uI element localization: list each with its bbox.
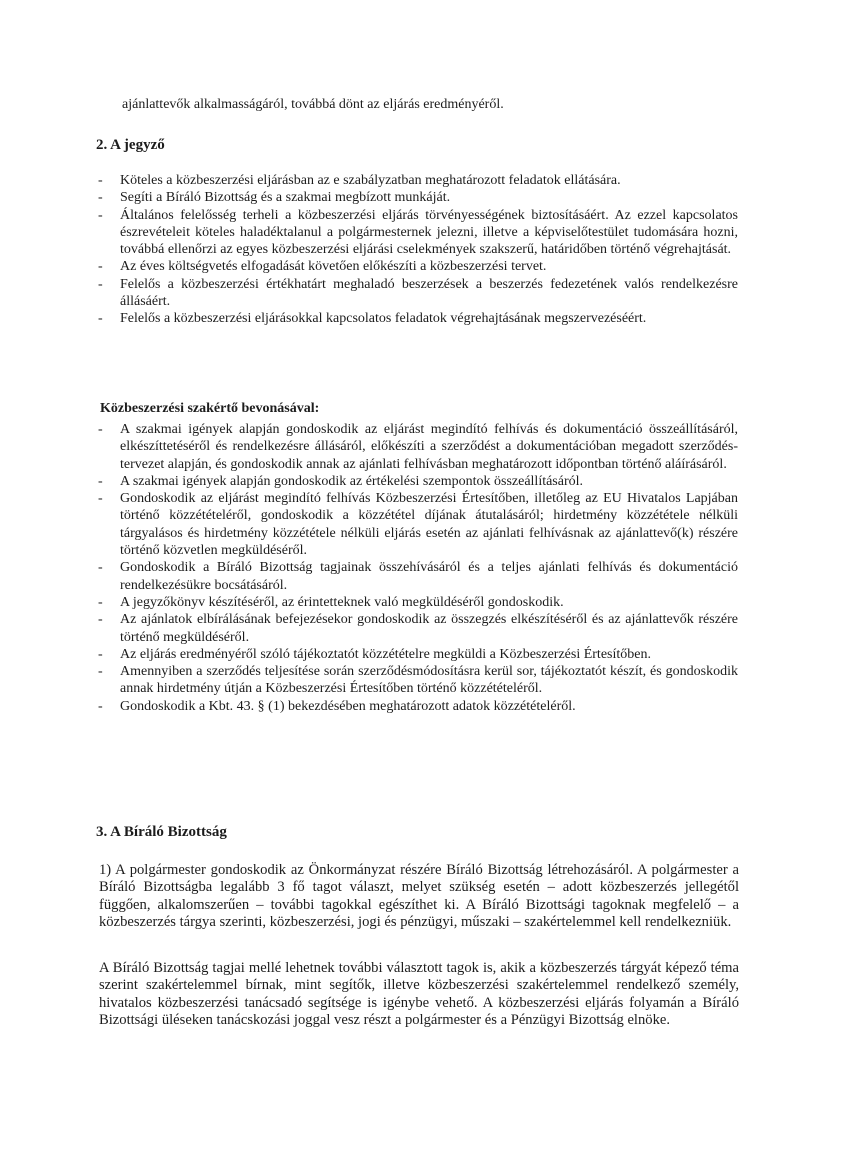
- section-3-paragraph-1: 1) A polgármester gondoskodik az Önkormányzat részére Bíráló Bizottság létrehozásáról. A polgármester a Bíráló Bizottságba legalább 3 fő tagot választ, melyet szükség esetén – adott közbeszerzés jellegétől függően, alkalomszerűen – további tagokkal egészíthet ki. A Bíráló Bizottsági tagoknak megfelelő – a közbeszerzés tárgya szerinti, közbeszerzési, jogi és pénzügyi, műszaki – szakértelemmel kell rendelkezniük.: [99, 862, 739, 930]
- list-item: - Gondoskodik a Bíráló Bizottság tagjainak összehívásáról és a teljes ajánlati felhívás és dokumentáció rendelkezésükre bocsátásáról.: [96, 559, 738, 594]
- intro-line: ajánlattevők alkalmasságáról, továbbá dönt az eljárás eredményéről.: [122, 97, 504, 112]
- expert-list: [96, 421, 738, 715]
- list-item: - Segíti a Bíráló Bizottság és a szakmai megbízott munkáját.: [96, 189, 738, 206]
- list-item: - Felelős a közbeszerzési értékhatárt meghaladó beszerzések a beszerzés fedezetének valós rendelkezésre állásáért.: [96, 276, 738, 311]
- list-item: - Gondoskodik a Kbt. 43. § (1) bekezdésében meghatározott adatok közzétételéről.: [96, 698, 738, 715]
- list-item: - Az ajánlatok elbírálásának befejezésekor gondoskodik az összegzés elkészítéséről és az ajánlattevők részére történő megküldéséről.: [96, 611, 738, 646]
- list-item: - Az éves költségvetés elfogadását követően előkészíti a közbeszerzési tervet.: [96, 258, 738, 275]
- list-item: - Gondoskodik az eljárást megindító felhívás Közbeszerzési Értesítőben, illetőleg az EU Hivatalos Lapjában történő közzétételéről, gondoskodik a közzététel díjának átutalásáról; hirdetmény közzététele nélküli tárgyalásos és hirdetmény közzététele nélküli eljárás esetén az ajánlati felhívásnak az ajánlattevő(k) részére történő közvetlen megküldéséről.: [96, 490, 738, 559]
- list-item: - Felelős a közbeszerzési eljárásokkal kapcsolatos feladatok végrehajtásának megszervezéséért.: [96, 310, 738, 327]
- list-item: - Köteles a közbeszerzési eljárásban az e szabályzatban meghatározott feladatok ellátására.: [96, 172, 738, 189]
- list-item: - A szakmai igények alapján gondoskodik az eljárást megindító felhívás és dokumentáció összeállításáról, elkészíttetéséről és rendelkezésre állásáról, előkészíti a szerződést a dokumentációban megadott szerződés- tervezet alapján, és gondoskodik annak az ajánlati felhívásban meghatározott időpontban történő aláírásáról.: [96, 421, 738, 473]
- list-item: - A szakmai igények alapján gondoskodik az értékelési szempontok összeállításáról.: [96, 473, 738, 490]
- section-2-heading: 2. A jegyző: [96, 137, 165, 153]
- section-2-list: [96, 172, 738, 328]
- expert-subheading: Közbeszerzési szakértő bevonásával:: [100, 401, 320, 416]
- list-item: - Az eljárás eredményéről szóló tájékoztatót közzétételre megküldi a Közbeszerzési Értesítőben.: [96, 646, 738, 663]
- section-3-heading: 3. A Bíráló Bizottság: [96, 824, 227, 840]
- section-3-paragraph-2: A Bíráló Bizottság tagjai mellé lehetnek további választott tagok is, akik a közbeszerzés tárgyát képező téma szerint szakértelemmel bírnak, mint segítők, illetve közbeszerzési szakértelemmel rendelkező személy, hivatalos közbeszerzési tanácsadó segítsége is igénybe vehető. A közbeszerzési eljárás folyamán a Bíráló Bizottsági üléseken tanácskozási joggal vesz részt a polgármester és a Pénzügyi Bizottság elnöke.: [99, 960, 739, 1028]
- list-item: - Amennyiben a szerződés teljesítése során szerződésmódosításra kerül sor, tájékoztatót készít, és gondoskodik annak hirdetmény útján a Közbeszerzési Értesítőben történő közzétételéről.: [96, 663, 738, 698]
- list-item: - A jegyzőkönyv készítéséről, az érintetteknek való megküldéséről gondoskodik.: [96, 594, 738, 611]
- list-item: - Általános felelősség terheli a közbeszerzési eljárás törvényességének biztosításáért. Az ezzel kapcsolatos észrevételeit köteles haladéktalanul a polgármesternek jelezni, illetve a képviselőtestület tudomására hozni, továbbá ellenőrzi az egyes közbeszerzési eljárási cselekmények szakszerű, határidőben történő végrehajtását.: [96, 207, 738, 259]
